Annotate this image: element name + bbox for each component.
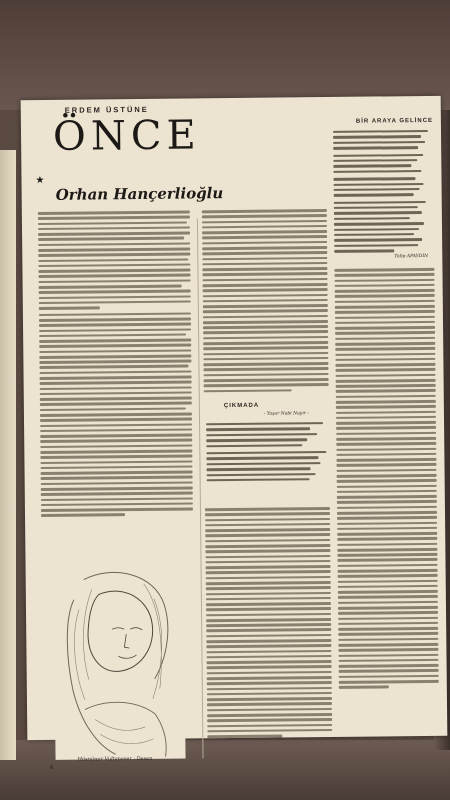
poem-author-cikmada: - Yaşar Nabi Nayır - (263, 411, 309, 417)
article-column-left (38, 210, 193, 519)
article-kicker: ERDEM ÜSTÜNE (64, 104, 149, 115)
page-number: 4 (49, 763, 54, 771)
poem-author-bir-araya: Talip APAYDIN (394, 253, 429, 260)
poem-body-bir-araya (333, 130, 434, 256)
article-title: ÖNCE (52, 112, 201, 160)
poem-body-cikmada (206, 422, 337, 485)
star-icon: ★ (35, 174, 45, 187)
portrait-illustration (53, 559, 185, 760)
article-author: Orhan Hançerlioğlu (55, 184, 224, 204)
article-column-middle-top (202, 209, 329, 395)
poem-title-cikmada: ÇIKMADA (223, 402, 260, 410)
poem-title-bir-araya: BİR ARAYA GELİNCE (355, 117, 434, 125)
background-top (0, 0, 450, 110)
illustration-caption: Hüsnünur Vultaneser : Desen (77, 755, 153, 763)
magazine-page (21, 96, 448, 771)
previous-page-edge (0, 150, 16, 760)
article-header (52, 104, 234, 160)
article-column-middle-bottom (205, 507, 332, 741)
article-column-right (334, 268, 438, 692)
